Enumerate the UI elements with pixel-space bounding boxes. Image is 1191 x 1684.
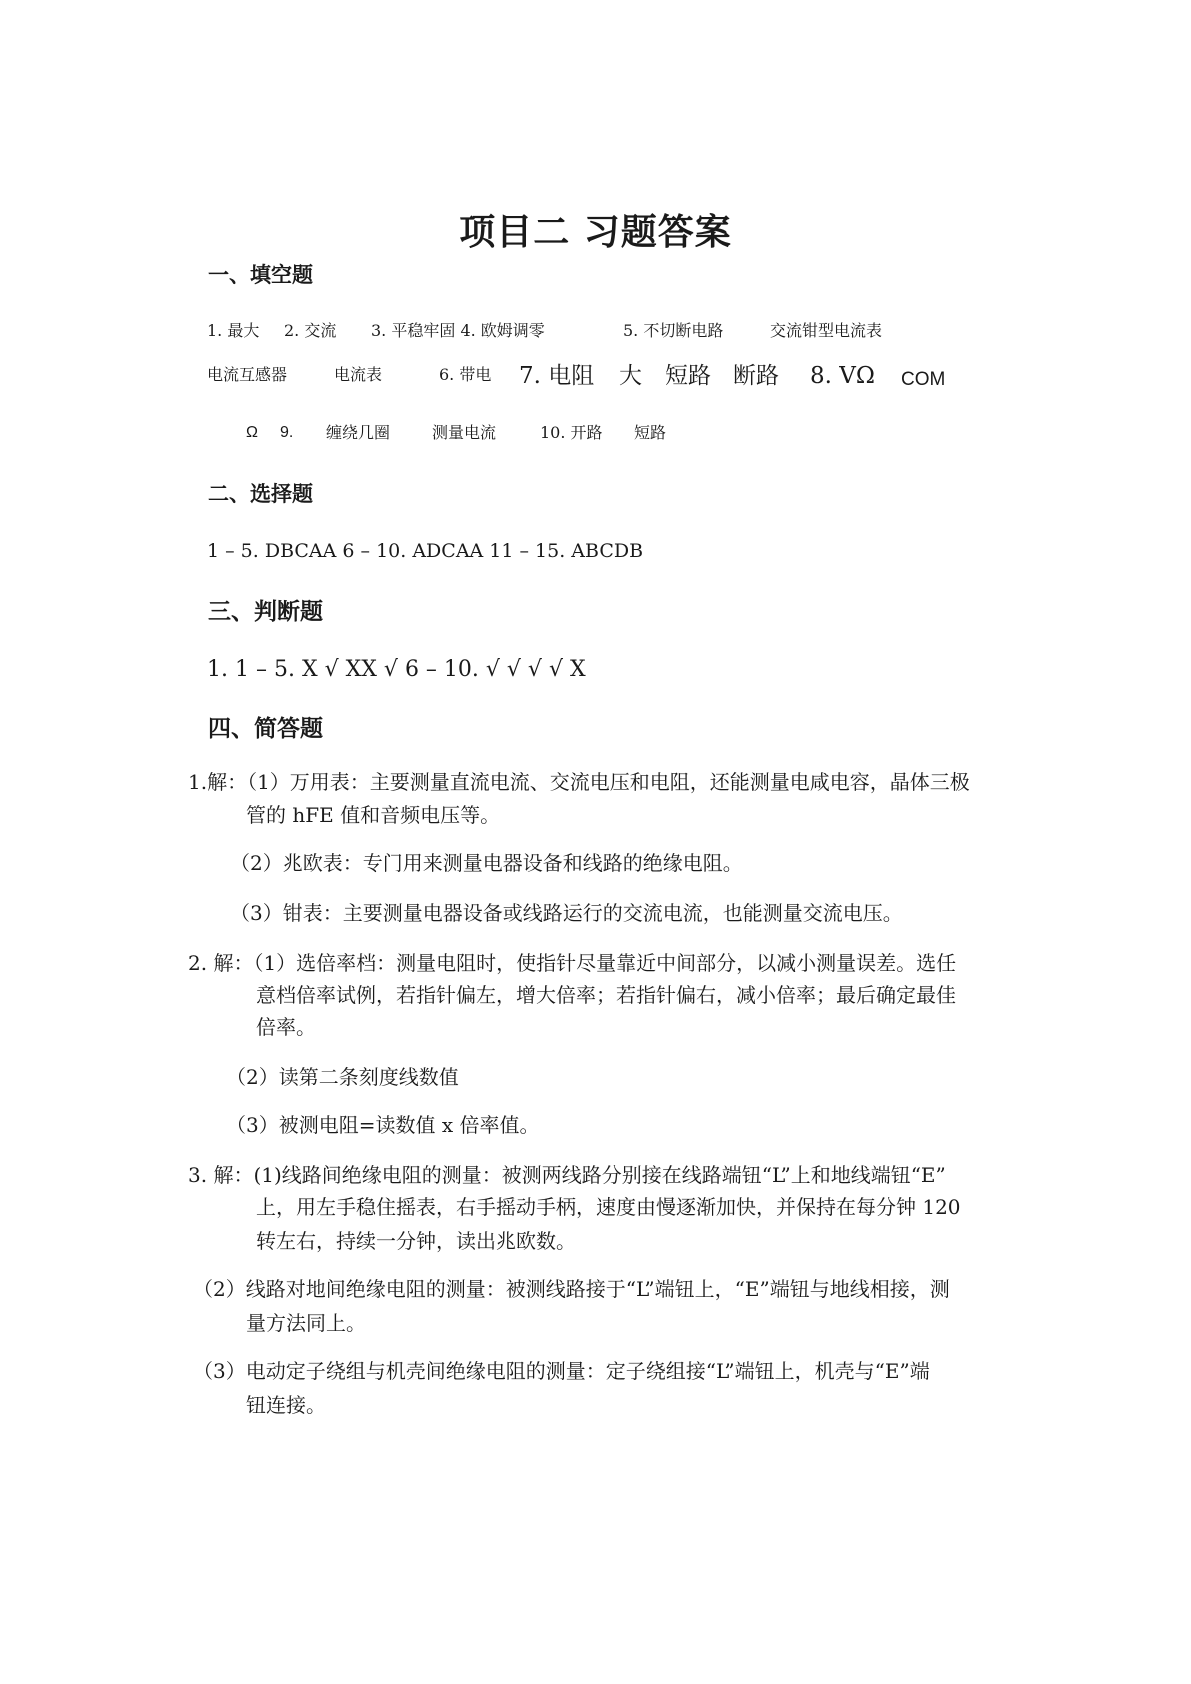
short-answer-1-line: （2）兆欧表：专门用来测量电器设备和线路的绝缘电阻。 (230, 851, 743, 875)
short-answer-2-line: 2. 解：（1）选倍率档：测量电阻时，使指针尽量靠近中间部分，以减小测量误差。选任 (188, 951, 957, 975)
answer-text: 7. 电阻 (519, 363, 595, 389)
answer-text: 6. 带电 (439, 365, 492, 384)
short-answer-2-line: 意档倍率试例，若指针偏左，增大倍率；若指针偏右，减小倍率；最后确定最佳 (256, 983, 956, 1007)
short-answer-3-line: 钮连接。 (246, 1393, 326, 1417)
answer-text: 9. (280, 424, 294, 441)
answer-text: 缠绕几圈 (326, 423, 391, 442)
answer-text: 8. VΩ (810, 363, 875, 389)
answer-text: 短路 (634, 423, 667, 442)
answer-text: 短路 (665, 363, 711, 389)
answer-text: 大 (619, 363, 642, 389)
answer-text: 断路 (733, 363, 779, 389)
short-answer-3-line: （3）电动定子绕组与机壳间绝缘电阻的测量：定子绕组接“L”端钮上，机壳与“E”端 (193, 1359, 930, 1383)
short-answer-2-line: （3）被测电阻=读数值 x 倍率值。 (226, 1113, 540, 1137)
answer-text: 1. 最大 (207, 321, 260, 340)
short-answer-3-line: 量方法同上。 (246, 1311, 366, 1335)
answer-text: COM (901, 369, 946, 390)
answer-text: 电流互感器 (207, 365, 288, 384)
section-heading-true-false: 三、判断题 (208, 598, 323, 625)
short-answer-1-line: （3）钳表：主要测量电器设备或线路运行的交流电流，也能测量交流电压。 (230, 901, 903, 925)
answer-text: 电流表 (334, 365, 383, 384)
answer-text: 3. 平稳牢固 4. 欧姆调零 (371, 321, 545, 340)
answer-text: Ω (246, 424, 258, 441)
multiple-choice-answers: 1 – 5. DBCAA 6 – 10. ADCAA 11 – 15. ABCDB (207, 540, 644, 562)
short-answer-3-line: 上，用左手稳住摇表，右手摇动手柄，速度由慢逐渐加快，并保持在每分钟 120 (256, 1195, 961, 1219)
answer-text: 交流钳型电流表 (770, 321, 883, 340)
short-answer-3-line: 3. 解：(1)线路间绝缘电阻的测量：被测两线路分别接在线路端钮“L”上和地线端钮“E” (188, 1163, 946, 1187)
short-answer-2-line: （2）读第二条刻度线数值 (226, 1065, 459, 1089)
section-heading-fill-blank: 一、填空题 (208, 262, 313, 287)
answer-text: 5. 不切断电路 (623, 321, 724, 340)
short-answer-3-line: （2）线路对地间绝缘电阻的测量：被测线路接于“L”端钮上，“E”端钮与地线相接，测 (193, 1277, 950, 1301)
short-answer-3-line: 转左右，持续一分钟，读出兆欧数。 (256, 1229, 576, 1253)
page-title: 项目二 习题答案 (459, 211, 732, 253)
short-answer-1-line: 管的 hFE 值和音频电压等。 (246, 803, 501, 827)
section-heading-multiple-choice: 二、选择题 (208, 481, 313, 506)
answer-text: 10. 开路 (540, 423, 603, 442)
short-answer-2-line: 倍率。 (256, 1015, 316, 1039)
true-false-answers: 1. 1 – 5. X √ XX √ 6 – 10. √ √ √ √ X (207, 657, 586, 682)
answer-text: 测量电流 (432, 423, 497, 442)
section-heading-short-answer: 四、简答题 (208, 715, 323, 742)
short-answer-1-line: 1.解：（1）万用表：主要测量直流电流、交流电压和电阻，还能测量电咸电容，晶体三极 (188, 770, 970, 794)
answer-text: 2. 交流 (284, 321, 337, 340)
